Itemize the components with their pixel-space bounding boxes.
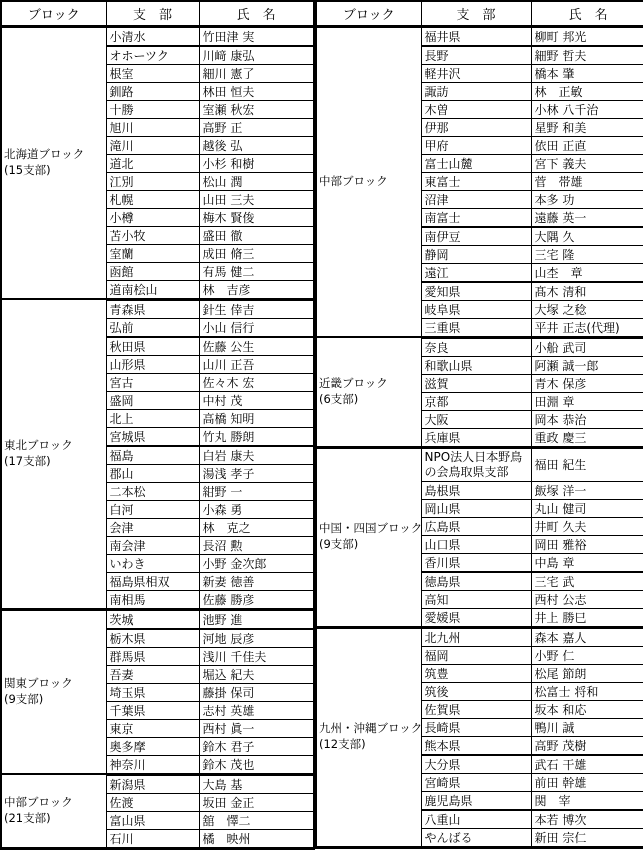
branch-cell: 滝川 [106,136,199,154]
branch-cell: 青森県 [106,299,199,318]
table-row [1,609,314,629]
branch-cell: 神奈川 [106,755,199,774]
branch-cell: 和歌山県 [421,356,531,374]
name-cell: 高野 正 [199,118,314,136]
name-cell: 河地 辰彦 [199,629,314,648]
name-cell: 岡本 恭治 [531,410,643,428]
block-label: 九州・沖縄ブロック [319,721,423,736]
branch-cell: 三重県 [421,318,531,337]
table-row [316,627,643,646]
name-cell: 大島 基 [199,774,314,793]
branch-cell: 根室 [106,64,199,82]
branch-cell: 大分県 [421,755,531,774]
branch-cell: 甲府 [421,136,531,154]
name-cell: 成田 脩三 [199,244,314,262]
name-cell: 小野 金次郎 [199,554,314,572]
branch-cell: 白河 [106,500,199,518]
branch-cell: 南会津 [106,536,199,554]
name-cell: 本多 功 [531,190,643,208]
block-sublabel: (9支部) [4,691,44,706]
branch-cell: 郡山 [106,464,199,482]
name-cell: 舘 懌二 [199,811,314,829]
branch-cell: 長崎県 [421,718,531,736]
name-cell: 坂田 金正 [199,793,314,811]
branch-cell: 会津 [106,518,199,536]
branch-cell: 南伊豆 [421,227,531,246]
block-label-cell [316,627,421,847]
name-cell: 前田 幹雄 [531,773,643,791]
branch-cell: 島根県 [421,481,531,499]
table-left-body [1,26,314,848]
table-row [316,337,643,356]
name-cell: 小杉 和樹 [199,154,314,172]
branch-cell: 徳島県 [421,572,531,591]
name-cell: 三宅 隆 [531,245,643,263]
name-cell: 佐々木 宏 [199,373,314,391]
branch-cell: NPO法人日本野鳥の会鳥取県支部 [421,447,531,481]
branch-cell: 兵庫県 [421,428,531,447]
column-header-branch: 支 部 [421,1,531,26]
branch-cell: 福岡 [421,646,531,664]
branch-cell: 富士山麓 [421,154,531,172]
column-header-name: 氏 名 [531,1,643,26]
name-cell: 林 吉彦 [199,280,314,299]
branch-cell: 盛岡 [106,391,199,409]
branch-cell: 旭川 [106,118,199,136]
branch-cell: 東京 [106,719,199,737]
branch-cell: 茨城 [106,609,199,629]
column-header-block: ブロック [316,1,421,26]
branch-cell: 福島 [106,446,199,465]
branch-cell: 千葉県 [106,701,199,719]
name-cell: 飯塚 洋一 [531,481,643,499]
block-label: 東北ブロック [4,438,73,453]
branch-cell: 熊本県 [421,736,531,755]
name-cell: 川﨑 康弘 [199,46,314,65]
branch-cell: 宮城県 [106,427,199,446]
name-cell: 髙木 清和 [531,282,643,301]
branch-cell: 筑後 [421,682,531,700]
branch-cell: 群馬県 [106,647,199,665]
branch-cell: 秋田県 [106,337,199,356]
name-cell: 井上 勝巳 [531,608,643,627]
name-cell: 依田 正直 [531,136,643,154]
branch-cell: 小樽 [106,208,199,226]
branch-cell: 富山県 [106,811,199,829]
branch-cell: 遠江 [421,263,531,282]
branch-cell: 北九州 [421,627,531,646]
name-cell: 坂本 和応 [531,700,643,718]
name-cell: 佐藤 公生 [199,337,314,356]
name-cell: 鴨川 誠 [531,718,643,736]
branch-cell: 諏訪 [421,82,531,100]
name-cell: 福田 紀生 [531,447,643,481]
block-label-cell [1,774,106,848]
table-right-body [316,26,643,847]
branch-cell: 釧路 [106,82,199,100]
block-sublabel: (6支部) [319,391,359,406]
name-cell: 鈴木 君子 [199,737,314,755]
column-header-branch: 支 部 [106,1,199,26]
name-cell: 松尾 節朗 [531,664,643,682]
name-cell: 小林 八千治 [531,100,643,118]
name-cell: 鈴木 茂也 [199,755,314,774]
name-cell: 志村 英雄 [199,701,314,719]
name-cell: 西村 眞一 [199,719,314,737]
name-cell: 菅 帯雄 [531,172,643,190]
name-cell: 柳町 邦光 [531,26,643,46]
block-label: 北海道ブロック [4,147,85,162]
branch-cell: 鹿児島県 [421,791,531,810]
branch-cell: 愛知県 [421,282,531,301]
block-label-cell [1,299,106,609]
name-cell: 高橋 知明 [199,409,314,427]
name-cell: 遠藤 英一 [531,208,643,227]
name-cell: 星野 和美 [531,118,643,136]
block-label-cell [316,337,421,447]
name-cell: 盛田 徹 [199,226,314,244]
name-cell: 本若 博次 [531,810,643,829]
name-cell: 佐藤 勝彦 [199,590,314,609]
branch-cell: 滋賀 [421,374,531,392]
name-cell: 岡田 雅裕 [531,535,643,553]
name-cell: 白岩 康夫 [199,446,314,465]
branch-cell: 山口県 [421,535,531,553]
branch-cell: 新潟県 [106,774,199,793]
name-cell: 梅木 賢俊 [199,208,314,226]
branch-cell: 愛媛県 [421,608,531,627]
branch-cell: 吾妻 [106,665,199,683]
name-cell: 林 正敏 [531,82,643,100]
name-cell: 高野 茂樹 [531,736,643,755]
branch-cell: 石川 [106,829,199,848]
branch-cell: 南相馬 [106,590,199,609]
branch-cell: 佐賀県 [421,700,531,718]
name-cell: 細川 憲了 [199,64,314,82]
branch-cell: 十勝 [106,100,199,118]
name-cell: 新妻 徳善 [199,572,314,590]
branch-cell: 弘前 [106,318,199,337]
name-cell: 山杢 章 [531,263,643,282]
name-cell: 室瀬 秋宏 [199,100,314,118]
table-row [1,299,314,318]
name-cell: 小山 信行 [199,318,314,337]
branch-cell: 東富士 [421,172,531,190]
branch-cell: 大阪 [421,410,531,428]
table-row [1,774,314,793]
name-cell: 越後 弘 [199,136,314,154]
branch-cell: 沼津 [421,190,531,208]
name-cell: 西村 公志 [531,590,643,608]
table-row [1,26,314,46]
name-cell: 阿瀬 誠一郎 [531,356,643,374]
branch-cell: 筑豊 [421,664,531,682]
block-sublabel: (15支部) [4,162,51,177]
name-cell: 丸山 健司 [531,499,643,517]
branch-cell: 福井県 [421,26,531,46]
block-label-cell [1,609,106,774]
branch-cell: 北上 [106,409,199,427]
name-cell: 藤掛 保司 [199,683,314,701]
branch-cell: 木曽 [421,100,531,118]
branch-cell: オホーツク [106,46,199,65]
branch-cell: 京都 [421,392,531,410]
block-label: 近畿ブロック [319,376,388,391]
name-cell: 宮下 義夫 [531,154,643,172]
name-cell: 松山 潤 [199,172,314,190]
name-cell: 大隅 久 [531,227,643,246]
name-cell: 堀込 紀夫 [199,665,314,683]
name-cell: 林 克之 [199,518,314,536]
block-label-cell [316,26,421,337]
branch-cell: 札幌 [106,190,199,208]
branch-cell: 江別 [106,172,199,190]
header-row [1,1,314,26]
header-row [316,1,643,26]
branch-cell: 広島県 [421,517,531,535]
branch-cell: 小清水 [106,26,199,46]
name-cell: 長沼 勲 [199,536,314,554]
block-label: 中部ブロック [4,795,73,810]
name-cell: 紺野 一 [199,482,314,500]
branch-cell: 岐阜県 [421,300,531,318]
name-cell: 橋本 肇 [531,64,643,82]
block-label-cell [1,26,106,299]
branch-cell: 函館 [106,262,199,280]
branch-cell: 道北 [106,154,199,172]
name-cell: 山田 三夫 [199,190,314,208]
branch-cell: 軽井沢 [421,64,531,82]
name-cell: 針生 倖吉 [199,299,314,318]
name-cell: 井町 久夫 [531,517,643,535]
branch-cell: 道南桧山 [106,280,199,299]
name-cell: 林田 恒夫 [199,82,314,100]
name-cell: 有馬 健二 [199,262,314,280]
name-cell: 小野 仁 [531,646,643,664]
branch-cell: 八重山 [421,810,531,829]
name-cell: 武石 干雄 [531,755,643,774]
branch-cell: 静岡 [421,245,531,263]
name-cell: 竹丸 勝朗 [199,427,314,446]
branch-cell: 福島県相双 [106,572,199,590]
branch-cell: 奈良 [421,337,531,356]
branch-cell: 宮古 [106,373,199,391]
name-cell: 山川 正吾 [199,355,314,373]
branch-cell: 奥多摩 [106,737,199,755]
name-cell: 森本 嘉人 [531,627,643,646]
name-cell: 橘 映州 [199,829,314,848]
name-cell: 大塚 之稔 [531,300,643,318]
branch-cell: 室蘭 [106,244,199,262]
block-sublabel: (12支部) [319,737,366,751]
block-label-cell [316,447,421,627]
branch-cell: 佐渡 [106,793,199,811]
name-cell: 新田 宗仁 [531,828,643,847]
name-cell: 小森 勇 [199,500,314,518]
block-label: 中部ブロック [319,173,388,188]
name-cell: 関 宰 [531,791,643,810]
name-cell: 湯浅 孝子 [199,464,314,482]
branch-cell: 宮崎県 [421,773,531,791]
branch-cell: 長野 [421,46,531,65]
name-cell: 小船 武司 [531,337,643,356]
name-cell: 平井 正志(代理) [531,318,643,337]
name-cell: 浅川 千佳夫 [199,647,314,665]
branch-cell: いわき [106,554,199,572]
branch-cell: 埼玉県 [106,683,199,701]
branch-cell: 南富士 [421,208,531,227]
table-right [315,0,643,849]
name-cell: 三宅 武 [531,572,643,591]
table-left [0,0,315,850]
block-label: 中国・四国ブロック [319,521,423,536]
block-sublabel: (17支部) [4,453,51,468]
block-sublabel: (21支部) [4,810,51,825]
name-cell: 青木 保彦 [531,374,643,392]
name-cell: 細野 哲夫 [531,46,643,65]
block-label: 関東ブロック [4,676,73,691]
name-cell: 竹田津 実 [199,26,314,46]
name-cell: 池野 進 [199,609,314,629]
name-cell: 松富士 将和 [531,682,643,700]
branch-cell: 岡山県 [421,499,531,517]
branch-cell: 香川県 [421,553,531,572]
branch-cell: 山形県 [106,355,199,373]
column-header-block: ブロック [1,1,106,26]
branch-cell: やんばる [421,828,531,847]
name-cell: 重政 慶三 [531,428,643,447]
branch-cell: 苫小牧 [106,226,199,244]
branch-cell: 伊那 [421,118,531,136]
name-cell: 中村 茂 [199,391,314,409]
name-cell: 中島 章 [531,553,643,572]
block-sublabel: (9支部) [319,537,359,551]
table-row [316,26,643,46]
branch-cell: 栃木県 [106,629,199,648]
column-header-name: 氏 名 [199,1,314,26]
branch-cell: 高知 [421,590,531,608]
name-cell: 田淵 章 [531,392,643,410]
branch-cell: 二本松 [106,482,199,500]
table-row [316,447,643,481]
